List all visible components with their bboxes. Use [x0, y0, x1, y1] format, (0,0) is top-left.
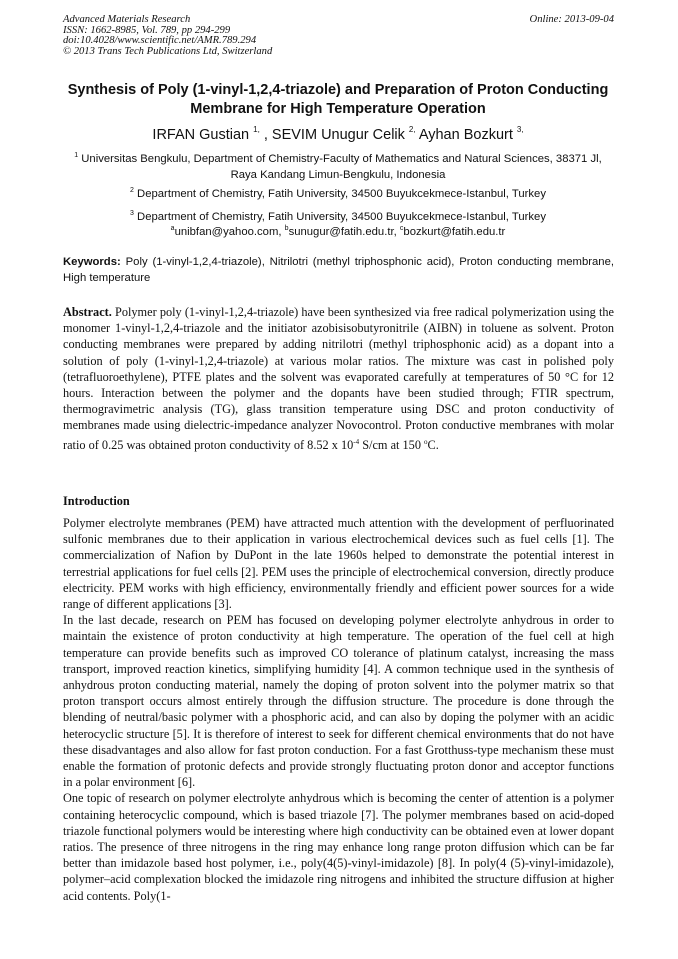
abstract-label: Abstract. [63, 305, 112, 319]
email-separator: , [393, 226, 400, 238]
journal-name: Advanced Materials Research [63, 14, 191, 25]
affiliation-number: 3 [130, 210, 134, 217]
journal-header [63, 15, 463, 57]
author-sup: 3, [516, 125, 524, 134]
affiliation-number: 2 [130, 187, 134, 194]
affiliation-number: 1 [74, 152, 79, 159]
paper-title: Synthesis of Poly (1-vinyl-1,2,4-triazole) and Preparation of Proton Conducting Membrane for High Temperature Operation [67, 82, 609, 117]
keywords-block [63, 255, 614, 286]
author-sup: 2, [408, 125, 416, 134]
email-link[interactable]: bozkurt@fatih.edu.tr [403, 226, 506, 238]
affiliation-2 [60, 183, 616, 203]
paragraph: Polymer electrolyte membranes (PEM) have attracted much attention with the development of perfluorinated sulfonic membranes due to their application in various electrochemical devices such as fuel cells [1]. The commercialization of Nafion by DuPont in the late 1960s helped to demonstrate the potential interest in terrestrial applications for fuel cells [2]. PEM uses the principle of electrochemical conversion, directly produce electricity. PEM works with high efficiency, environmentally friendly and efficient power sources for a wide range of different applications [3]. [63, 516, 614, 612]
abstract-degree: o [424, 437, 428, 446]
paragraph: In the last decade, research on PEM has focused on developing polymer electrolyte anhydrous in order to maintain the existence of proton conductivity at high temperature. The operation of the fuel cell at high temperature can provide benefits such as improved CO tolerance of platinum catalyst, increasing the mass transport, improved reaction kinetics, simplifying humidity [4]. A common technique used in the synthesis of anhydrous proton conducting material, namely the doping of proton solvent into the polymer matrix so that proton transport occurs almost entirely through the diffusion structure. The procedure is done through the blending of neutral/basic polymer with a phosphoric acid, and can also by doping the polymer with an acidic heterocyclic structure [5]. It is therefore of interest to seek for different chemical environments that do not have these disadvantages and also allow for fast proton conduction. For a fast Grotthuss-type mechanism these must enable the formation of protonic defects and provide strongly fluctuating proton donor and acceptor functions in a polar environment [6]. [63, 613, 614, 790]
email-link[interactable]: unibfan@yahoo.com [174, 226, 279, 238]
keywords-label: Keywords: [63, 256, 121, 268]
email-sup: c [399, 225, 404, 232]
doi-line[interactable]: doi:10.4028/www.scientific.net/AMR.789.294 [63, 35, 257, 47]
abstract-block [63, 304, 614, 453]
paragraph: One topic of research on polymer electrolyte anhydrous which is becoming the center of attention is a polymer containing heterocyclic compound, which is based triazole [7]. The polymer membranes based on acid-doped triazole functional polymers would be interesting where high conductivity can be obtained even at lower dopant ratios. The presence of three nitrogens in the ring may enhance long range proton diffusion which can be far better than imidazole based host polymer, i.e., poly(4(5)-vinyl-imidazole) [8]. In poly(4 (5)-vinyl-imidazole), polymer–acid complexation blocked the imidazole ring nitrogens and inhibited the structure diffusion at higher acid contents. Poly(1- [63, 791, 614, 903]
author-name: SEVIM Unugur Celik [271, 127, 405, 143]
abstract-units: S/cm at 150 [359, 437, 425, 452]
abstract-exponent: -4 [353, 437, 360, 446]
email-link[interactable]: sunugur@fatih.edu.tr [288, 226, 394, 238]
keywords-text: Poly (1-vinyl-1,2,4-triazole), Nitrilotri (methyl triphosphonic acid), Proton conducting membrane, High temperature [63, 256, 614, 284]
affiliation-text: Department of Chemistry, Fatih University, 34500 Buyukcekmece-Istanbul, Turkey [137, 211, 546, 223]
introduction-body [63, 515, 614, 904]
issn-line: ISSN: 1662-8985, Vol. 789, pp 294-299 [63, 24, 231, 36]
affiliation-1 [60, 148, 616, 183]
introduction-heading: Introduction [63, 494, 130, 508]
author-separator: , [259, 127, 272, 143]
copyright-line: © 2013 Trans Tech Publications Ltd, Switzerland [63, 45, 273, 57]
author-name: Ayhan Bozkurt [418, 127, 513, 143]
affiliation-text: Department of Chemistry, Fatih University, 34500 Buyukcekmece-Istanbul, Turkey [137, 188, 546, 200]
online-date: Online: 2013-09-04 [529, 14, 614, 25]
email-sup: a [170, 225, 175, 232]
author-list [60, 120, 616, 145]
author-emails [60, 221, 616, 241]
email-sup: b [284, 225, 289, 232]
author-name: IRFAN Gustian [152, 127, 250, 143]
abstract-end: C. [427, 437, 439, 452]
affiliation-text: Universitas Bengkulu, Department of Chemistry-Faculty of Mathematics and Natural Sciences, 38371 Jl, Raya Kandang Limun-Bengkulu, Indonesia [81, 153, 602, 181]
abstract-text: Polymer poly (1-vinyl-1,2,4-triazole) have been synthesized via free radical polymerization using the monomer 1-vinyl-1,2,4-triazole and the initiator azobisisobutyronitrile (AIBN) in toluene as solvent. Proton conducting membranes were prepared by adding nitrilotri (methyl triphosphonic acid) as a dopant into a solution of poly (1-vinyl-1,2,4-triazole) at various molar ratios. The mixture was cast in polished poly (tetrafluoroethylene), PTFE plates and the solvent was evaporated carefully at temperatures of 50 °C for 12 hours. Interaction between the polymer and the dopants have been studied through; FTIR spectrum, thermogravimetric analysis (TG), glass transition temperature using DSC and proton conductivity of membranes made using dielectric-impedance analyzer Novocontrol. Proton conductive membranes with molar ratio of 0.25 was obtained proton conductivity of 8.52 x 10 [63, 305, 614, 452]
email-separator: , [278, 226, 285, 238]
author-sup: 1, [253, 125, 260, 134]
